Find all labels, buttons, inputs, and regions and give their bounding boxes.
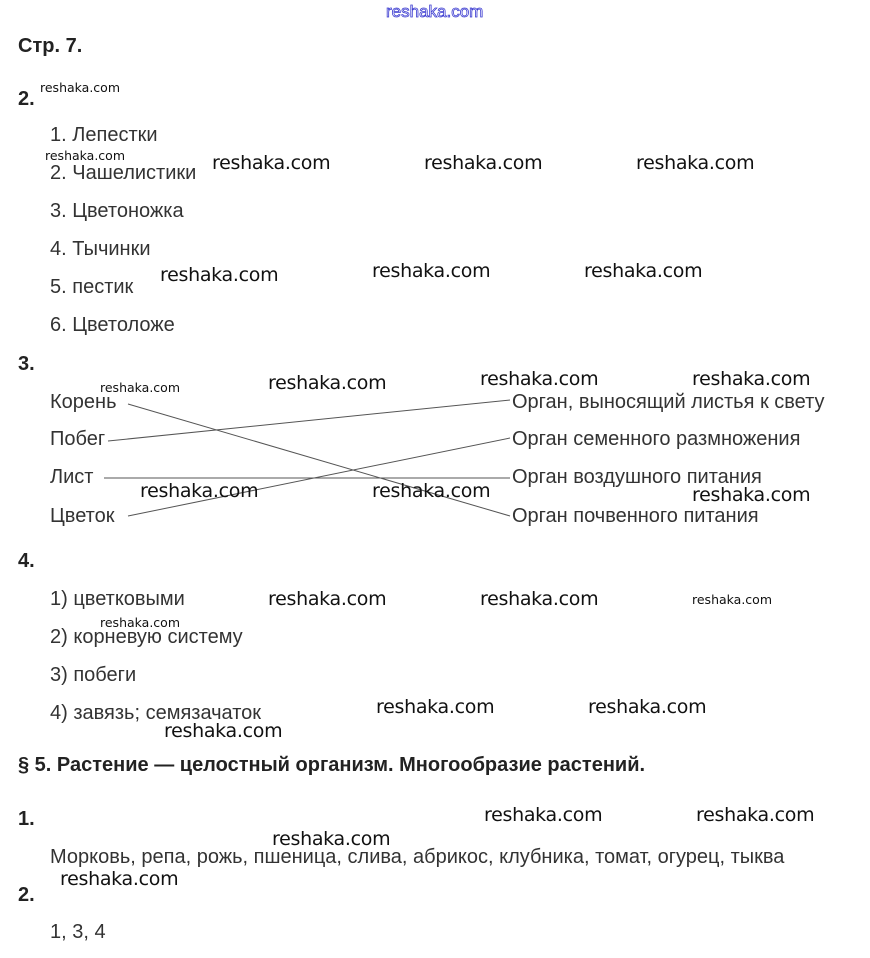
watermark: reshaka.com [40, 80, 120, 95]
task-4-number: 4. [18, 550, 35, 572]
watermark: reshaka.com [45, 148, 125, 163]
watermark: reshaka.com [696, 804, 815, 826]
match-right-item: Орган, выносящий листья к свету [512, 391, 825, 413]
list-item: 1) цветковыми [50, 588, 185, 610]
watermark: reshaka.com [692, 592, 772, 607]
watermark: reshaka.com [372, 260, 491, 282]
task-3-number: 3. [18, 353, 35, 375]
watermark: reshaka.com [164, 720, 283, 742]
watermark: reshaka.com [636, 152, 755, 174]
list-item: 6. Цветоложе [50, 314, 175, 336]
list-item: 4) завязь; семязачаток [50, 702, 262, 724]
match-left-item: Цветок [50, 505, 115, 527]
watermark: reshaka.com [272, 828, 391, 850]
watermark: reshaka.com [268, 588, 387, 610]
watermark: reshaka.com [60, 868, 179, 890]
answer-text: Морковь, репа, рожь, пшеница, слива, абрикос, клубника, томат, огурец, тыква [50, 846, 785, 868]
list-item: 2) корневую систему [50, 626, 243, 648]
watermark: reshaka.com [584, 260, 703, 282]
list-item: 5. пестик [50, 276, 134, 298]
watermark: reshaka.com [268, 372, 387, 394]
watermark: reshaka.com [692, 484, 811, 506]
watermark: reshaka.com [692, 368, 811, 390]
match-right-item: Орган семенного размножения [512, 428, 801, 450]
match-right-item: Орган почвенного питания [512, 505, 759, 527]
match-right-item: Орган воздушного питания [512, 466, 762, 488]
section-task-1-number: 1. [18, 808, 35, 830]
task-2-number: 2. [18, 88, 35, 110]
list-item: 3) побеги [50, 664, 137, 686]
watermark: reshaka.com [484, 804, 603, 826]
watermark: reshaka.com [100, 615, 180, 630]
answer-text: 1, 3, 4 [50, 921, 106, 943]
match-left-item: Побег [50, 428, 106, 450]
match-line [128, 438, 510, 516]
watermark: reshaka.com [100, 380, 180, 395]
watermark: reshaka.com [140, 480, 259, 502]
watermark: reshaka.com [588, 696, 707, 718]
list-item: 2. Чашелистики [50, 162, 197, 184]
watermark: reshaka.com [424, 152, 543, 174]
list-item: 1. Лепестки [50, 124, 158, 146]
page-title: Стр. 7. [18, 35, 83, 57]
section-task-2-number: 2. [18, 884, 35, 906]
watermark-top: reshaka.com [386, 2, 484, 21]
watermark: reshaka.com [160, 264, 279, 286]
list-item: 4. Тычинки [50, 238, 151, 260]
watermark: reshaka.com [480, 588, 599, 610]
match-left-item: Лист [50, 466, 94, 488]
match-left-item: Корень [50, 391, 117, 413]
list-item: 3. Цветоножка [50, 200, 184, 222]
watermark: reshaka.com [376, 696, 495, 718]
watermark: reshaka.com [212, 152, 331, 174]
watermark: reshaka.com [372, 480, 491, 502]
match-line [108, 400, 510, 441]
watermark: reshaka.com [480, 368, 599, 390]
section-heading: § 5. Растение — целостный организм. Многообразие растений. [18, 754, 646, 776]
